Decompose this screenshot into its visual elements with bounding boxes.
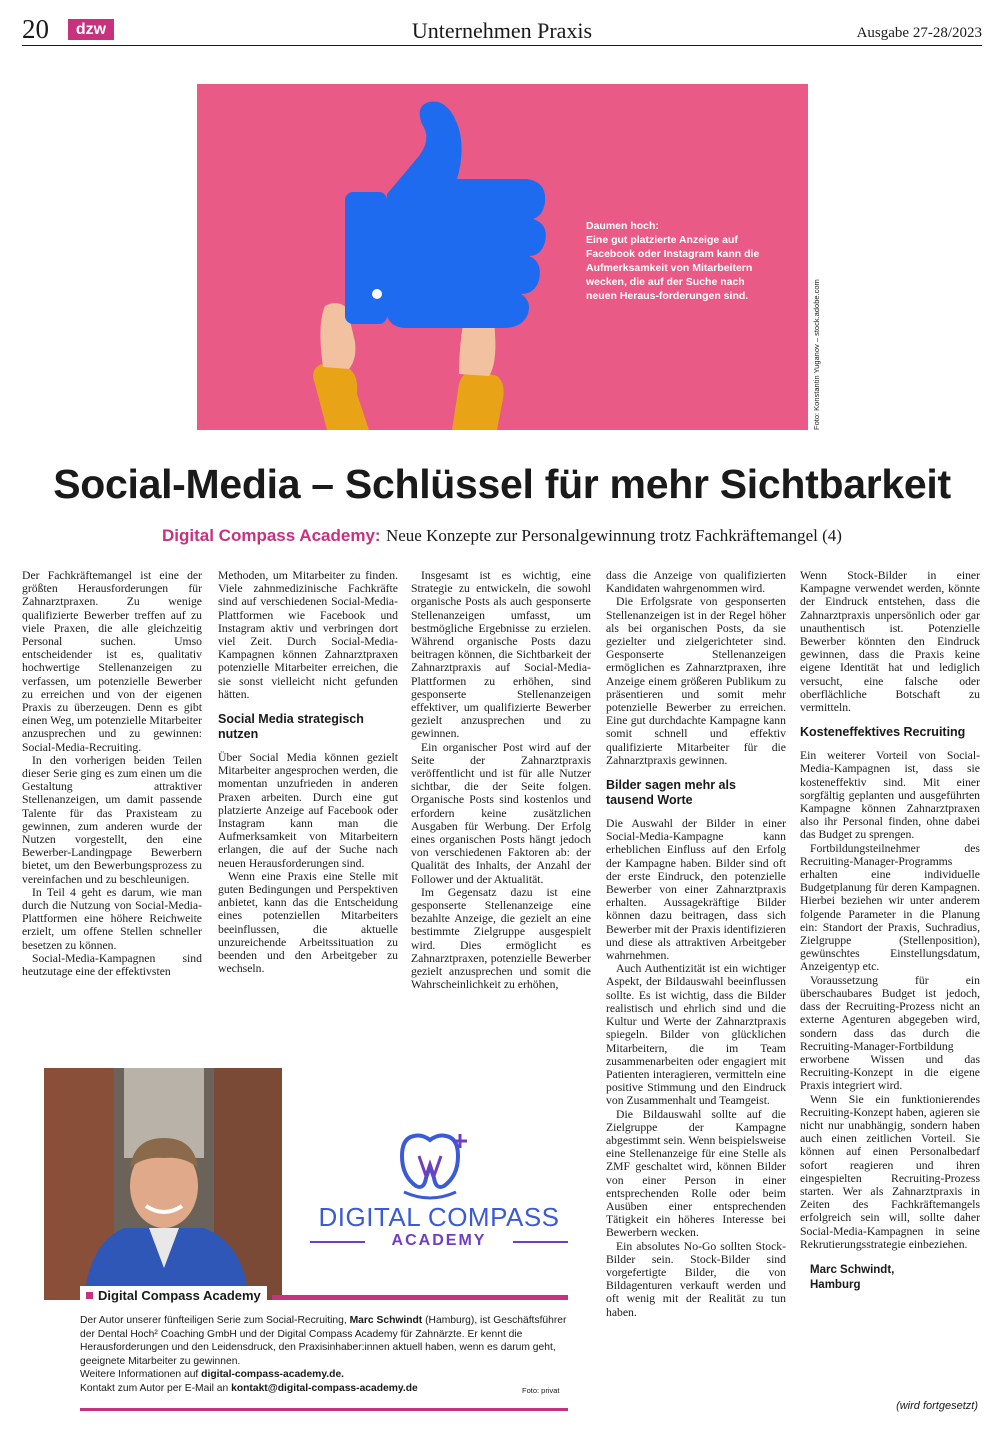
infobox-photo-credit: Foto: privat <box>522 1386 560 1395</box>
infobox-bottom-rule <box>80 1408 568 1411</box>
continued-note: (wird fortgesetzt) <box>896 1400 978 1412</box>
academy-logo <box>294 1108 584 1268</box>
title-square-icon <box>86 1292 93 1299</box>
infobox-author: Marc Schwindt <box>349 1315 423 1326</box>
subtitle-kicker: Digital Compass Academy: <box>162 526 381 545</box>
caption-text: Daumen hoch: Eine gut platzierte Anzeige auf Facebook oder Instagram kann die Aufmerksamkeit von Mitarbeitern wecken, die auf der Suche nach neuen Heraus-forderungen sind. <box>586 220 760 302</box>
section-title: Unternehmen Praxis <box>411 18 593 43</box>
author-portrait-illustration <box>44 1068 282 1300</box>
infobox-title-rule <box>272 1295 568 1300</box>
infobox-website-link[interactable]: digital-compass-academy.de. <box>201 1369 345 1381</box>
article-column-4 <box>606 569 786 1319</box>
author-city: Hamburg <box>810 1278 861 1291</box>
page-number: 20 <box>22 14 49 44</box>
paragraph: Die Bildauswahl sollte auf die Zielgruppe der Kampagne abgestimmt sein. Wenn beispielsweise eine Stellenanzeige für eine Stelle als ZMF geschaltet wird, können Bilder von einer Person in einer entsprechenden Rolle oder beim Ausüben einer entsprechenden Tätigkeit ein höheres Interesse bei Bewerbern wecken. <box>606 1107 786 1240</box>
author-infobox <box>44 1068 584 1413</box>
paragraph: Über Social Media können gezielt Mitarbeiter angesprochen werden, die momentan unzufrieden in anderen Praxen arbeiten. Durch eine gut platzierte Anzeige auf Facebook oder Instagram kann man die Aufmerksamkeit von Mitarbeitern erlangen, die auf der Suche nach neuen Herausforderungen sind. <box>218 751 398 870</box>
header-divider <box>22 45 982 46</box>
paragraph: Ein weiterer Vorteil von Social-Media-Kampagnen ist, dass sie kosteneffektiv sind. Mit einer sorgfältig geplanten und ausgeführten Kampagne können Zahnarztpraxen also ihr Personal finden, ohne dabei das Budget zu sprengen. <box>800 749 980 842</box>
logo-divider-right <box>513 1241 568 1243</box>
paragraph: Ein absolutes No-Go sollten Stock-Bilder sein. Stock-Bilder sind vorgefertigte Bilder, die von Bildagenturen verkauft werden und oft wenig mit der Realität zu tun haben. <box>606 1239 786 1319</box>
logo-subwordmark: ACADEMY <box>391 1232 487 1249</box>
article-column-3 <box>411 569 591 992</box>
paragraph: Insgesamt ist es wichtig, eine Strategie zu entwickeln, die sowohl organische Posts als auch gesponserte Stellenanzeigen umfasst, um bestmögliche Ergebnisse zu erzielen. Während organische Posts dazu beitragen können, die Sichtbarkeit der Zahnarztpraxis auf Social-Media-Plattformen zu erhöhen, sind gesponserte Stellenanzeigen effektiver, um qualifizierte Bewerber gezielt anzusprechen und zu gewinnen. <box>411 569 591 741</box>
article-column-2 <box>218 569 398 975</box>
feature-photo <box>197 84 808 430</box>
paragraph: Voraussetzung für ein überschaubares Budget ist jedoch, dass der Recruiting-Prozess nicht an externe Agenturen abgegeben wird, sondern dass das durch die Recruiting-Manager-Fortbildung erworbene Wissen und das Recruiting-Konzept in die eigene Praxis integriert wird. <box>800 973 980 1093</box>
article-subtitle <box>0 524 1004 548</box>
paragraph: Methoden, um Mitarbeiter zu finden. Viele zahnmedizinische Fachkräfte sind auf verschiedenen Social-Media-Plattformen wie Facebook und Instagram aktiv und verbringen dort viel Zeit. Durch Social-Media-Kampagnen können Zahnarztpraxen potenzielle Mitarbeiter erreichen, die sie sonst vielleicht nicht gefunden hätten. <box>218 569 398 701</box>
paragraph: Die Erfolgsrate von gesponserten Stellenanzeigen ist in der Regel höher als bei organischen Posts, da sie gezielter und zielgerichteter sind. Gesponserte Stellenanzeigen ermöglichen es Zahnarztpraxen, ihre Anzeige einem größeren Publikum zu präsentieren und somit mehr potenzielle Bewerber zu erreichen. Eine gut durchdachte Kampagne kann somit schnell und effektiv qualifizierte Mitarbeiter für die Zahnarztpraxis gewinnen. <box>606 595 786 767</box>
page-header <box>0 0 1004 46</box>
tooth-compass-icon <box>294 1108 584 1203</box>
subheading: Kosteneffektives Recruiting <box>800 725 966 740</box>
subheading: Social Media strategisch nutzen <box>218 712 364 742</box>
author-name: Marc Schwindt, <box>810 1263 895 1276</box>
paragraph: Ein organischer Post wird auf der Seite der Zahnarztpraxis veröffentlicht und ist für alle Nutzer sichtbar, die der Seite folgen. Organische Posts sind kostenlos und erfordern keine zusätzlichen Ausgaben für Werbung. Der Erfolg eines organischen Posts hängt jedoch von verschiedenen Faktoren ab: der Qualität des Inhalts, der Anzahl der Follower und der Aktualität. <box>411 740 591 886</box>
infobox-contact-label: Kontakt zum Autor per E-Mail an <box>80 1382 229 1394</box>
photo-caption <box>586 219 761 303</box>
paragraph: Wenn Sie ein funktionierendes Recruiting-Konzept haben, agieren sie nicht nur unabhängig, sondern haben auch einen zeitlichen Vorteil. Sie können auf einen Personalbedarf sofort reagieren und ihren eingespielten Recruiting-Prozess starten. Wer als Zahnarztpraxis in Zeiten des Fachkräftemangels erfolgreich sein will, sollte daher Social-Media-Kampagnen in seine Rekrutierungsstrategie einbeziehen. <box>800 1092 980 1251</box>
paragraph: Wenn eine Praxis eine Stelle mit guten Bedingungen und Perspektiven anbietet, kann das die Entscheidung eines potenziellen Mitarbeiters beeinflussen, die aktuelle unzureichende Arbeitssituation zu beenden und den Arbeitgeber zu wechseln. <box>218 869 398 976</box>
infobox-more-label: Weitere Informationen auf <box>80 1369 199 1381</box>
paragraph: In Teil 4 geht es darum, wie man durch die Nutzung von Social-Media-Plattformen eine höhere Reichweite erzielt, um offene Stellen schneller besetzen zu können. <box>22 885 202 952</box>
author-signature <box>810 1263 980 1293</box>
paragraph: Fortbildungsteilnehmer des Recruiting-Manager-Programms erhalten eine individuelle Budgetplanung für deren Kampagnen. Hierbei beziehen wir unter anderem folgende Parameter in die Planung ein: Standort der Praxis, Suchradius, Zielgruppe (Stellenposition), gewünschtes Einstellungsdatum, Anzeigentyp etc. <box>800 841 980 974</box>
subtitle-text: Neue Konzepte zur Personalgewinnung trotz Fachkräftemangel (4) <box>385 526 842 545</box>
photo-credit: Foto: Konstantin Yuganov – stock.adobe.com <box>812 279 821 430</box>
issue-label: Ausgabe 27-28/2023 <box>856 25 982 41</box>
article-column-1 <box>22 569 202 978</box>
infobox-email-link[interactable]: kontakt@digital-compass-academy.de <box>231 1382 418 1394</box>
paragraph: In den vorherigen beiden Teilen dieser Serie ging es zum einen um die Gestaltung attraktiver Stellenanzeigen, um damit passende Talente für das Praxisteam zu gewinnen, zum anderen wurde der Nutzen vorgestellt, den eine Bewerber-Landingpage Bewerbern bietet, um den Bewerbungsprozess zu vereinfachen und zu beschleunigen. <box>22 753 202 886</box>
paragraph: dass die Anzeige von qualifizierten Kandidaten wahrgenommen wird. <box>606 569 786 596</box>
paragraph: Im Gegensatz dazu ist eine gesponserte Stellenanzeige eine bezahlte Anzeige, die gezielt an eine bestimmte Zielgruppe ausgespielt wird. Dies ermöglicht es Zahnarztpraxen, potenzielle Bewerber gezielt anzusprechen und somit die Wahrscheinlichkeit zu erhöhen, <box>411 885 591 992</box>
paragraph: Die Auswahl der Bilder in einer Social-Media-Kampagne kann erheblichen Einfluss auf den Erfolg der Kampagne haben. Bilder sind oft der erste Eindruck, den potenzielle Bewerber von einer Zahnarztpraxis erhalten. Aussagekräftige Bilder können dazu beitragen, dass sich Bewerber mit der Praxis identifizieren und diese als attraktiven Arbeitgeber wahrnehmen. <box>606 817 786 963</box>
infobox-title-text: Digital Compass Academy <box>98 1288 261 1303</box>
paragraph: Social-Media-Kampagnen sind heutzutage eine der effektivsten <box>22 951 202 979</box>
infobox-text-a: Der Autor unserer fünfteiligen Serie zum Social-Recruiting, <box>80 1315 347 1326</box>
author-photo <box>44 1068 282 1300</box>
infobox-text-b: (Hamburg), ist Geschäftsführer der Dental Hoch² Coaching GmbH und der Digital Compass Academy für Zahnärzte. Er kennt die Herausforderungen und den Leidensdruck, den Praxisinhaber:innen aktuell haben, wenn es darum geht, geeignete Mitarbeiter zu gewinnen. <box>80 1315 567 1367</box>
brand-logo: dzw <box>68 19 114 40</box>
infobox-title <box>80 1286 267 1306</box>
paragraph: Auch Authentizität ist ein wichtiger Aspekt, der Bildauswahl beeinflussen sollte. Es ist wichtig, dass die Bilder realistisch und ehrlich sind und die Kultur und Werte der Zahnarztpraxis spiegeln. Bilder von glücklichen Mitarbeitern, die im Team zusammenarbeiten oder engagiert mit Patienten interagieren, vermitteln eine positive Stimmung und den Eindruck von Zusammenhalt und Teamgeist. <box>606 962 786 1108</box>
article-headline: Social-Media – Schlüssel für mehr Sichtbarkeit <box>53 461 951 507</box>
article-column-5 <box>800 569 980 1293</box>
infobox-text <box>80 1314 570 1396</box>
logo-wordmark: DIGITAL COMPASS <box>318 1202 560 1232</box>
paragraph: Wenn Stock-Bilder in einer Kampagne verwendet werden, könnte der Eindruck entstehen, dass die Zahnarztpraxis unpersönlich oder gar unauthentisch ist. Potenzielle Bewerber könnten den Eindruck gewinnen, dass die Praxis keine eigene Identität hat und lediglich versucht, eine falsche oder oberflächliche Botschaft zu vermitteln. <box>800 569 980 715</box>
paragraph: Der Fachkräftemangel ist eine der größten Herausforderungen für Zahnarztpraxen. Zu wenige qualifizierte Bewerber treffen auf zu viele Praxen, die alle gleichzeitig Personal suchen. Umso entscheidender ist es, qualitativ hochwertige Stellenanzeigen zu verfassen, um potenzielle Bewerber zu erreichen und von der eigenen Praxis zu überzeugen. Denn es gibt einen Weg, um potenzielle Mitarbeiter anzusprechen und zu gewinnen: Social-Media-Recruiting. <box>22 569 202 754</box>
subheading: Bilder sagen mehr als tausend Worte <box>606 778 736 808</box>
